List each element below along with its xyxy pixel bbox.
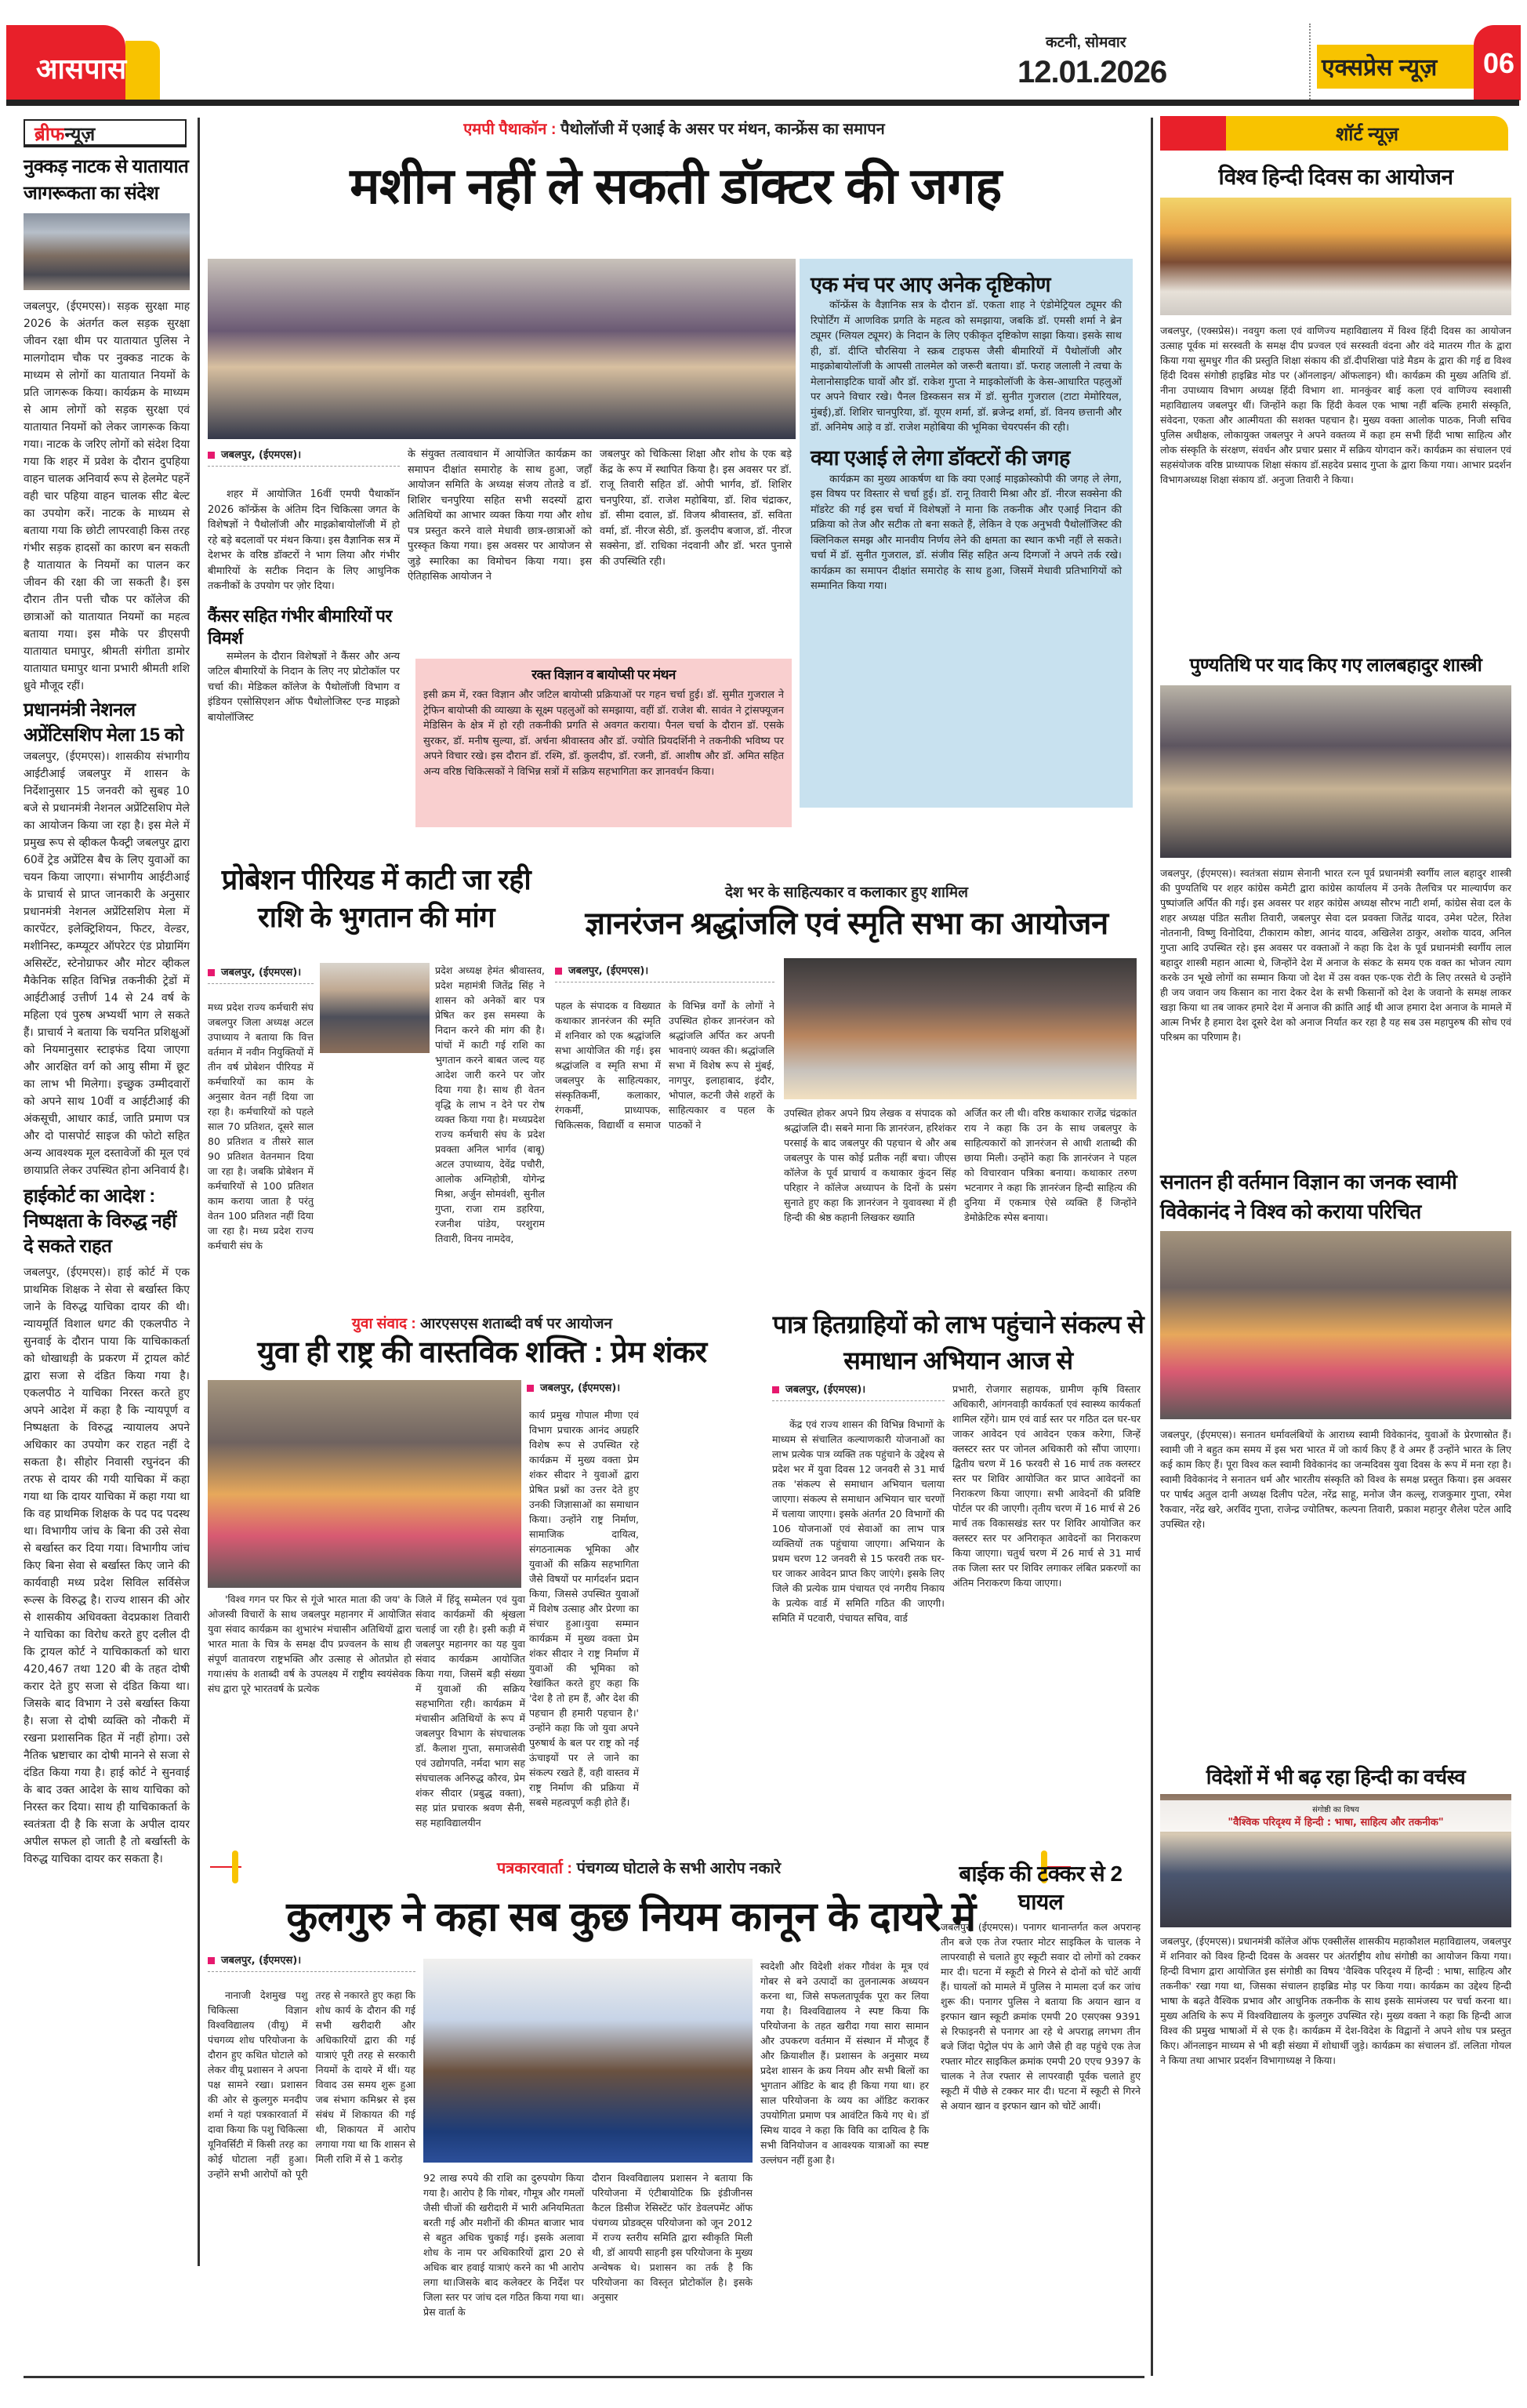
kulguru-dateline xyxy=(208,1952,415,1972)
header-rule xyxy=(6,100,1519,106)
bullet-icon xyxy=(208,969,215,976)
sankalp-dateline xyxy=(772,1382,945,1401)
brief-body: जबलपुर, (ईएमएस)। शासकीय संभागीय आईटीआई जबलपुर में शासन के निर्देशानुसार 15 जनवरी को सुबह 10 बजे से प्रधानमंत्री नेशनल अप्रेंटिसशिप मेले का आयोजन किया जा रहा है। इस मेले में प्रमुख रूप से व्हीकल फैक्ट्री जबलपुर द्वारा 60वें ट्रेड अप्रेंटिस बैच के लिए युवाओं का चयन किया जाएगा। संभागीय आईटीआई के प्राचार्य से प्राप्त जानकारी के अनुसार प्रधानमंत्री नेशनल अप्रेंटिसशिप मेला में कारपेंटर, इलेक्ट्रिशियन, फिटर, वेल्डर, मशीनिस्ट, कम्प्यूटर ऑपरेटर एंड प्रोग्रामिंग असिस्टेंट, स्टेनोग्राफर और मोटर व्हीकल मैकेनिक सहित विभिन्न तकनीकी ट्रेडों में आईटीआई उत्तीर्ण 14 से 24 वर्ष के महिला एवं पुरुष अभ्यर्थी भाग ले सकते हैं। प्राचार्य ने बताया कि चयनित प्रशिक्षुओं को नियमानुसार स्टाइफंड दिया जाएगा और आरक्षित वर्ग को आयु सीमा में छूट का लाभ भी मिलेगा। इच्छुक उम्मीदवारों को अपने साथ 10वीं व आईटीआई की अंकसूची, आधार कार्ड, जाति प्रमाण पत्र और दो पासपोर्ट साइज की फोटो सहित अन्य आवश्यक मूल दस्तावेजों की मूल एवं छायाप्रति लेकर उपस्थित होना अनिवार्य है। xyxy=(24,750,190,1177)
page-number: 06 xyxy=(1483,47,1515,79)
blue-box-heading: एक मंच पर आए अनेक दृष्टिकोण xyxy=(811,273,1051,296)
bottom-rule xyxy=(24,2376,1144,2378)
sankalp-body-1: केंद्र एवं राज्य शासन की विभिन्न विभागों के माध्यम से संचालित कल्याणकारी योजनाओं का लाभ प्रत्येक पात्र व्यक्ति तक पहुंचाने के उद्देश्य से प्रदेश भर में युवा दिवस 12 जनवरी से 31 मार्च तक 'संकल्प से समाधान अभियान चलाया जाएगा। संकल्प से समाधान अभियान चार चरणों में चलाया जाएगा। इसके अंतर्गत 20 विभागों की 106 योजनाओं एवं सेवाओं का लाभ पात्र व्यक्तियों तक पहुंचाया जाएगा। अभियान के प्रथम चरण 12 जनवरी से 15 फरवरी तक घर-घर जाकर आवेदन प्राप्त किए जाएंगे। इसके लिए जिले की प्रत्येक ग्राम पंचायत एवं नगरीय निकाय के प्रत्येक वार्ड में समिति गठित की जाएगी। समिति में पटवारी, पंचायत सचिव, वार्ड xyxy=(772,1418,945,1624)
blue-box-heading-2: क्या एआई ले लेगा डॉक्टरों की जगह xyxy=(811,445,1070,470)
kulguru-column-1 xyxy=(208,1952,415,2181)
short-news-banner-red xyxy=(1160,116,1226,151)
shastri-tribute-photo xyxy=(1160,685,1511,858)
bike-story xyxy=(941,1919,1141,2113)
lead-kicker-label: एमपी पैथाकॉन : xyxy=(463,121,557,138)
column-rule xyxy=(198,118,200,2266)
brief-headline: नुक्कड़ नाटक से यातायात जागरूकता का संदेश xyxy=(24,156,189,204)
kulguru-body-4: स्वदेशी और विदेशी शंकर गौवंश के मूत्र एवं गोबर से बने उत्पादों का तुलनात्मक अध्ययन करना था, जिसे सफलतापूर्वक पूरा कर लिया गया है। विश्वविद्यालय ने स्पष्ट किया कि परियोजना के तहत खरीदा गया सारा सामान और उपकरण वर्तमान में संस्थान में मौजूद हैं और क्रियाशील हैं। प्रशासन के अनुसार मध्य प्रदेश शासन के क्रय नियम और सभी बिलों का भुगतान ऑडिट के बाद ही किया गया था। हर साल परियोजना के व्यय का ऑडिट कराकर उपयोगिता प्रमाण पत्र आवंटित किये गए थे। डॉ स्मिथ यादव ने कहा कि विवि का दायित्व है कि सभी विनियोजन व आवश्यक यात्राओं का स्पष्ट उल्लंघन नहीं हुआ है। xyxy=(760,1960,929,2166)
kicker-bracket-left xyxy=(232,1850,238,1883)
lead-body-1: शहर में आयोजित 16वीं एमपी पैथाकॉन 2026 कॉन्फ्रेंस के अंतिम दिन चिकित्सा जगत के विशेषज्ञों ने पैथोलॉजी और माइक्रोबायोलॉजी में हो रहे बड़े बदलावों पर मंथन किया। इस वैज्ञानिक सत्र में देशभर के वरिष्ठ डॉक्टरों ने भाग लिया और गंभीर बीमारियों के सटीक निदान के लिए आधुनिक तकनीकों के उपयोग पर ज़ोर दिया। xyxy=(208,489,400,592)
lead-subhead-body: सम्मेलन के दौरान विशेषज्ञों ने कैंसर और अन्य जटिल बीमारियों के निदान के लिए नए प्रोटोकॉल पर चर्चा की। मेडिकल कॉलेज के पैथोलॉजी विभाग व इंडियन एसोसिएशन ऑफ पैथोलोजिस्ट एन्ड माइक्रो बायोलॉजिस्ट xyxy=(208,650,400,724)
dateline-text: जबलपुर, (ईएमएस)। xyxy=(785,1384,866,1396)
yuva-column-2 xyxy=(415,1592,525,1830)
kulguru-column-2 xyxy=(423,2170,584,2319)
gyanranjan-body-3: अर्जित कर ली थी। वरिष्ठ कथाकार राजेंद्र चंद्रकांत राय ने कहा कि उन के साथ जबलपुर के साहित्यकारों को ज्ञानरंजन से आधी शताब्दी की छाया मिली। उन्होंने कहा कि ज्ञानरंजन ने पहल को विचारवान पत्रिका बनाया। कथाकार तरुण भटनागर ने कहा कि ज्ञानरंजन हिन्दी साहित्य की दुनिया में एकमात्र ऐसे व्यक्ति हैं जिन्होंने डेमोक्रेटिक स्पेस बनाया। xyxy=(964,1107,1137,1223)
press-conference-photo xyxy=(423,1959,753,2163)
probation-body-1: मध्य प्रदेश राज्य कर्मचारी संघ जबलपुर जिला अध्यक्ष अटल उपाध्याय ने बताया कि वित्त वर्तमान में नवीन नियुक्तियों में तीन वर्ष प्रोबेशन पीरियड में कर्मचारियों का काम के अनुसार वेतन नहीं दिया जा रहा है। कर्मचारियों को पहले साल 70 प्रतिशत, दूसरे साल 80 प्रतिशत व तीसरे साल 90 प्रतिशत वेतनमान दिया जा रहा है। जबकि प्रोबेशन में कर्मचारियों से 100 प्रतिशत काम कराया जाता है परंतु वेतन 100 प्रतिशत नहीं दिया जा रहा है। मध्य प्रदेश राज्य कर्मचारी संघ के xyxy=(208,1001,314,1251)
bullet-icon xyxy=(772,1386,779,1393)
dateline-text: जबलपुर, (ईएमएस)। xyxy=(221,967,302,979)
gyanranjan-body-2: उपस्थित होकर अपने प्रिय लेखक व संपादक को श्रद्धांजलि दी। सबने माना कि ज्ञानरंजन, हरिशंकर परसाई के बाद जबलपुर की पहचान थे और अब जबलपुर के पास कोई प्रतीक नहीं बचा। जीएस कॉलेज के पूर्व प्राचार्य व कथाकार कुंदन सिंह परिहार ने कॉलेज अध्यापन के दिनों के प्रसंग सुनाते हुए कहा कि ज्ञानरंजन ने युवावस्था में ही हिन्दी की श्रेष्ठ कहानी लिखकर ख्याति xyxy=(784,1107,956,1223)
seminar-banner-title: "वैश्विक परिदृश्य में हिन्दी : भाषा, साहित्य और तकनीक" xyxy=(1228,1817,1444,1829)
brief-body: जबलपुर, (ईएमएस)। हाई कोर्ट में एक प्राथमिक शिक्षक ने सेवा से बर्खास्त किए जाने के विरुद्ध याचिका दायर की थी। न्यायमूर्ति विशाल धगट की एकलपीठ ने सुनवाई के दौरान पाया कि याचिकाकर्ता को धोखाधड़ी के प्रकरण में ट्रायल कोर्ट द्वारा सजा से दंडित किया गया है। एकलपीठ ने याचिका निरस्त करते हुए अपने आदेश में कहा है कि न्यायपूर्ण व निष्पक्षता के विरुद्ध न्यायालय अपने अधिकार का उपयोग कर राहत नहीं दे सकता है। सीहोर निवासी रघुनंदन की तरफ से दायर की गयी याचिका में कहा गया था कि दायर याचिका में कहा गया था कि वह प्राथमिक शिक्षक के पद पद पदस्थ था। विभागीय जांच के बिना की उसे सेवा से बर्खास्त कर दिया गया। विभागीय जांच किए बिना सेवा से बर्खास्त किए जाने की कार्यवाही मध्य प्रदेश सिविल सर्विसेज रूल्स के विरुद्ध है। राज्य शासन की ओर से शासकीय अधिवक्ता वेदप्रकाश तिवारी ने याचिका का विरोध करते हुए दलील दी कि ट्रायल कोर्ट ने याचिकाकर्ता को धारा 420,467 तथा 120 बी के तहत दोषी करार देते हुए सजा से दंडित किया था। जिसके बाद विभाग ने उसे बर्खास्त किया है। सजा से दोषी व्यक्ति को नौकरी में रखना प्रशासनिक हित में नहीं होगा। उसे नैतिक भ्रष्टाचार का दोषी मानने से सजा से दंडित किया गया है। हाई कोर्ट ने सुनवाई के बाद उक्त आदेश के साथ याचिका को निरस्त कर दिया। साथ ही याचिकाकर्ता के स्वतंत्रता दी है कि सजा के अपील दायर अपील सफल हो जाती है तो बर्खास्ती के विरुद्ध याचिका दायर कर सकता है। xyxy=(24,1266,190,1865)
kulguru-kicker-label: पत्रकारवार्ता : xyxy=(496,1860,573,1877)
sankalp-headline: पात्र हितग्राहियों को लाभ पहुंचाने संकल्प से समाधान अभियान आज से xyxy=(772,1310,1144,1375)
blue-box-body-2: कार्यक्रम का मुख्य आकर्षण था कि क्या एआई माइक्रोस्कोपी की जगह ले लेगा, इस विषय पर विस्तार से चर्चा हुई। डॉ. रानू तिवारी मिश्रा और डॉ. नीरज सक्सेना की मॉडरेट की गई इस चर्चा में विशेषज्ञों ने माना कि तकनीक और एआई निदान की प्रक्रिया को तेज और सटीक तो बना सकते हैं, लेकिन वे एक अनुभवी पैथोलॉजिस्ट की क्लिनिकल समझ और मानवीय निर्णय लेने की क्षमता का स्थान कभी नहीं ले सकते। चर्चा में डॉ. सुनीत गुजराल, डॉ. संजीव सिंह सहित अन्य दिग्गजों ने अपने तर्क रखे। कार्यक्रम का समापन दीक्षांत समारोह के साथ हुआ, जिसमें मेधावी प्रतिभागियों को सम्मानित किया गया। xyxy=(811,473,1122,592)
yuva-kicker xyxy=(208,1313,756,1333)
seminar-banner-caption: संगोष्ठी का विषय xyxy=(1312,1806,1359,1814)
short-headline: विश्व हिन्दी दिवस का आयोजन xyxy=(1218,165,1453,189)
yuva-kicker-text: आरएसएस शताब्दी वर्ष पर आयोजन xyxy=(419,1316,613,1332)
seminar-banner xyxy=(1160,1800,1511,1832)
yuva-dateline-wrap xyxy=(527,1380,637,1399)
kulguru-headline: कुलगुरु ने कहा सब कुछ नियम कानून के दायरे में xyxy=(286,1894,976,1940)
city-day: कटनी, सोमवार xyxy=(1046,35,1126,51)
lead-column-3 xyxy=(600,447,792,569)
section-title: आसपास xyxy=(36,53,127,85)
short-body: जबलपुर, (ईएमएस)। सनातन धर्मावलंबियों के आराध्य स्वामी विवेकानंद, युवाओं के प्रेरणास्रोत हैं। स्वामी जी ने बहुत कम समय में इस भरा भारत में जो कार्य किए हैं वे अमर हैं उन्होंने भारत के लिए कई काम किए हैं। पूरा विश्व कल स्वामी विवेकानंद का जन्मदिवस युवा दिवस के रूप में मना रहा है। स्वामी विवेकानंद ने सनातन धर्म और भारतीय संस्कृति को विश्व के समक्ष प्रस्तुत किया। इस अवसर पर पार्षद अतुल दानी अध्यक्ष दिलीप पटेल, नरेंद्र साहू, मनोज जैन कल्लू, राजकुमार गुप्ता, रमेश रैकवार, नरेंद्र खरे, अरविंद गुप्ता, राजेन्द्र ज्योतिषर, कल्पना तिवारी, प्रकाश महानुर शैलेश पटेल आदि उपस्थित रहे। xyxy=(1160,1429,1511,1530)
bike-body: जबलपुर, (ईएमएस)। पनागर थानान्तर्गत कल अपरान्ह तीन बजे एक तेज रफ्तार मोटर साइकिल के चालक ने लापरवाही से चलाते हुए स्कूटी सवार दो लोगों को टक्कर मार दी। घटना में स्कूटी से गिरने से दोनों को चोटें आयीं हैं। घायलों को मामले में पुलिस ने मामला दर्ज कर जांच शुरू की। पनागर पुलिस ने बताया कि अयान खान व इरफान खान स्कूटी क्रमांक एमपी 20 एसएक्स 9391 से रिफाइनरी से पनागर आ रहे थे अपराह्न लगभग तीन बजे जिंदा पेट्रोल पंप के आगे जैसे ही वह पहुंचे एक तेज रफ्तार मोटर साइकिल क्रमांक एमपी 20 एएच 9397 के चालक ने तेज रफ्तार से लापरवाही पूर्वक चलाते हुए स्कूटी में पीछे से टक्कर मार दी। घटना में स्कूटी से गिरने से अयान खान व इरफान खान को चोटें आयीं। xyxy=(941,1921,1141,2112)
short-headline: सनातन ही वर्तमान विज्ञान का जनक स्वामी विवेकानंद ने विश्व को कराया परिचित xyxy=(1160,1170,1457,1223)
yuva-kicker-label: युवा संवाद : xyxy=(351,1316,416,1332)
kulguru-column-4 xyxy=(760,1959,929,2167)
short-body: जबलपुर, (ईएमएस)। स्वतंत्रता संग्राम सेनानी भारत रत्न पूर्व प्रधानमंत्री स्वर्गीय लाल बहादुर शास्त्री की पुण्यतिथि पर शहर कांग्रेस कमेटी द्वारा कांग्रेस कार्यालय में उनके तैलचित्र पर माल्यार्पण कर पुष्पांजलि अर्पित की गई। इस अवसर पर शहर कांग्रेस अध्यक्ष सौरभ नाटी शर्मा, कांग्रेस सेवा दल के शहर अध्यक्ष पंडित सतीश तिवारी, जबलपुर सेवा दल प्रवक्ता जितेंद्र यादव, उमेश पटेल, रितेश नोतनानी, विष्णु विनोदिया, टीकाराम कोष्टा, आनंद यादव, अखिलेश ठाकुर, अशोक यादव, अनिल गुप्ता आदि उपस्थित रहे। इस अवसर पर वक्ताओं ने कहा कि देश के पूर्व प्रधानमंत्री स्वर्गीय लाल बहादुर शास्त्री महान आत्मा थे, जिन्होंने देश में अनाज के संकट के समय एक वक्त का भोजन त्याग करके उन भूखे लोगों का सम्मान किया जो देश में उस वक्त एक-एक रोटी के लिए तरसते थे उन्होंने ही जय जवान जय किसान का नारा देकर देश के सभी किसानों को देश के जवानो के समक्ष लाकर खड़ा किया था तब जाकर हमारे देश में अनाज की क्रांति आई थी आज हमारा देश अनाज के मामले में आत्म निर्भर है हमारा देश दूसरे देश को अनाज निर्यात कर रहा है यह सब उस महापुरुष की सोच एवं परिश्रम का परिणाम है। xyxy=(1160,867,1511,1043)
column-rule xyxy=(1151,118,1153,2376)
short-story-hindi-abroad xyxy=(1160,1763,1511,2068)
probation-dateline xyxy=(208,964,314,984)
gyanranjan-column-3 xyxy=(964,1106,1137,1225)
pink-sidebar-box xyxy=(415,659,792,827)
kulguru-body-1: नानाजी देशमुख पशु चिकित्सा विज्ञान विश्वविद्यालय (वीयू) में पंचगव्य शोध परियोजना के दौरान हुए कथित घोटाले को लेकर वीयू प्रशासन ने अपना पक्ष सामने रखा। प्रशासन की ओर से कुलगुरु मनदीप शर्मा ने यहां पत्रकारवार्ता में दावा किया कि पशु चिकित्सा यूनिवर्सिटी में किसी तरह का कोई घोटाला नहीं हुआ। उन्होंने सभी आरोपों को पूरी तरह से नकारते हुए कहा कि शोध कार्य के दौरान की गई सभी खरीदारी और अधिकारियों द्वारा की गई यात्राएं पूरी तरह से सरकारी नियमों के दायरे में थीं। यह विवाद उस समय शुरू हुआ जब संभाग कमिश्नर से इस संबंध में शिकायत की गई थी, शिकायत में आरोप लगाया गया था कि शासन से मिली राशि में से 1 करोड़ xyxy=(208,1989,415,2180)
hindi-day-photo xyxy=(1160,198,1511,315)
brief-headline: हाईकोर्ट का आदेश : निष्पक्षता के विरुद्ध नहीं दे सकते राहत xyxy=(24,1186,176,1257)
blue-sidebar-box xyxy=(800,259,1133,808)
yuva-body-3: कार्य प्रमुख गोपाल मीणा एवं विभाग प्रचारक आनंद अग्रहरि विशेष रूप से उपस्थित रहे कार्यक्रम में मुख्य वक्ता प्रेम शंकर सीदार ने युवाओं द्वारा प्रेषित प्रश्नों का उत्तर देते हुए उनकी जिज्ञासाओं का समाधान किया। उन्होंने राष्ट्र निर्माण, सामाजिक दायित्व, संगठनात्मक भूमिका और युवाओं की सक्रिय सहभागिता जैसे विषयों पर मार्गदर्शन प्रदान किया, जिससे उपस्थित युवाओं में विशेष उत्साह और प्रेरणा का संचार हुआ।युवा सम्मान कार्यक्रम में मुख्य वक्ता प्रेम शंकर सीदार ने राष्ट्र निर्माण में युवाओं की भूमिका को रेखांकित करते हुए कहा कि 'देश है तो हम हैं, और देश की पहचान ही हमारी पहचान है।' उन्होंने कहा कि जो युवा अपने पुरुषार्थ के बल पर राष्ट्र को नई ऊंचाइयों पर ले जाने का संकल्प रखते हैं, वही वास्तव में राष्ट्र निर्माण की प्रक्रिया में सबसे महत्वपूर्ण कड़ी होते हैं। xyxy=(529,1409,639,1808)
yuva-column-3 xyxy=(529,1407,639,1810)
vivekananda-event-photo xyxy=(1160,1231,1511,1419)
lead-subhead-cancer: कैंसर सहित गंभीर बीमारियों पर विमर्श xyxy=(208,605,392,648)
short-body: जबलपुर, (एक्सप्रेस)। नवयुग कला एवं वाणिज्य महाविद्यालय में विश्व हिंदी दिवस का आयोजन उत्साह पूर्वक मां सरस्वती के समक्ष दीप प्रज्वल एवं सरस्वती वंदना और वंदे मातरम गीत के द्वारा किया गया सुमधुर गीत की प्रस्तुति शिक्षा संकाय की डॉ.दीपशिखा पांडे मैडम के द्वारा की गई द्य विश्व हिंदी दिवस संगोष्ठी हाइब्रिड मोड पर (ऑनलाइन/ ऑफलाइन) थी। कार्यक्रम की मुख्य अतिथि डॉ. नीना उपाध्याय विभाग अध्यक्ष हिंदी विभाग शा. मानकुंवर बाई कला एवं वाणिज्य स्वशासी महाविद्यालय जबलपुर थीं। जिन्होंने कहा कि हिंदी केवल एक भाषा नहीं बल्कि हमारी संस्कृति, संवेदना, एकता और आत्मीयता की सशक्त पहचान है। मुख्य वक्ता आलोक पाठक, निजी सचिव पुलिस अधीक्षक, लोकायुक्त जबलपुर ने अपने वक्तव्य में कहा हम सभी हिंदी भाषा साहित्य और लोक संस्कृति के संरक्षण, संवर्धन और प्रचार प्रसार में सक्रिय योगदान करें। कार्यक्रम का संचालन एवं सहसंयोजक वरिष्ठ प्राध्यापक शिक्षा संकाय डॉ.सहदेव प्रसाद गुप्ता के द्वारा किया गया। आभार प्रदर्शन विभागअध्यक्ष शिक्षा संकाय डॉ. अनुजा तिवारी ने किया। xyxy=(1160,325,1511,485)
lead-column-2 xyxy=(408,447,592,585)
probation-column-1 xyxy=(208,964,314,1253)
brief-label-red: ब्रीफ xyxy=(34,124,65,145)
gyanranjan-headline: ज्ञानरंजन श्रद्धांजलि एवं स्मृति सभा का आयोजन xyxy=(585,906,1108,941)
brief-news-label xyxy=(24,119,187,147)
kulguru-body-3: दौरान विश्वविद्यालय प्रशासन ने बताया कि परियोजना में एंटीबायोटिक फ्रि इंडीजीनस कैटल डिसीज रेसिस्टेंट फॉर डेवलपमेंट ऑफ पंचगव्य प्रोडक्ट्स परियोजना को जून 2012 में राज्य स्तरीय समिति द्वारा स्वीकृति मिली थी, डॉ आयपी साहनी इस परियोजना के मुख्य अन्वेषक थे। प्रशासन का तर्क है कि परियोजना का विस्तृत प्रोटोकॉल है। इसके अनुसार xyxy=(592,2172,753,2303)
bullet-icon xyxy=(527,1385,534,1392)
kulguru-column-3 xyxy=(592,2170,753,2304)
dateline-text: जबलपुर, (ईएमएस)। xyxy=(221,1955,302,1967)
lead-kicker-text: पैथोलॉजी में एआई के असर पर मंथन, कान्फ्रेंस का समापन xyxy=(560,121,885,138)
dateline-text: जबलपुर, (ईएमएस)। xyxy=(568,965,649,977)
sankalp-column-2 xyxy=(952,1382,1141,1590)
lead-dateline xyxy=(208,447,400,467)
brief-story xyxy=(24,154,190,1868)
gyanranjan-column-1 xyxy=(555,963,774,1132)
brand-name: एक्सप्रेस न्यूज़ xyxy=(1322,55,1438,81)
yuva-headline: युवा ही राष्ट्र की वास्तविक शक्ति : प्रेम शंकर xyxy=(257,1336,707,1369)
memorial-photo xyxy=(784,958,1137,1099)
portrait-photo xyxy=(320,963,430,1053)
dateline-text: जबलपुर, (ईएमएस)। xyxy=(540,1382,621,1394)
lead-column-1 xyxy=(208,447,400,725)
yuva-body-2: जिले में हिंदू सम्मेलन एवं युवा संवाद कार्यक्रमों की श्रृंखला चलाई जा रही है। इसी कड़ी में जबलपुर महानगर का यह युवा संवाद कार्यक्रम आयोजित किया गया, जिसमें बड़ी संख्या में युवाओं की सक्रिय सहभागिता रही। कार्यक्रम में मंचासीन अतिथियों के रूप में जबलपुर विभाग के संघचालक डॉ. कैलाश गुप्ता, समाजसेवी एवं उद्योगपति, नर्मदा भाग सह संघचालक अनिरुद्ध कौरव, प्रेम शंकर सीदार (प्रबुद्ध वक्ता), सह प्रांत प्रचारक श्रवण सैनी, सह महाविद्यालयीन xyxy=(415,1593,525,1829)
yuva-body-1: 'विश्व गगन पर फिर से गूंजे भारत माता की जय' के ओजस्वी विचारों के साथ जबलपुर महानगर में आयोजित युवा संवाद कार्यक्रम का शुभारंभ मंचासीन अतिथियों द्वारा भारत माता के चित्र के समक्ष दीप प्रज्वलन के साथ ही संपूर्ण वातावरण राष्ट्रभक्ति और उत्साह से ओतप्रोत हो गया।संघ के शताब्दी वर्ष के उपलक्ष्य में राष्ट्रीय स्वयंसेवक संघ द्वारा पूरे भारतवर्ष के प्रत्येक xyxy=(208,1593,412,1694)
short-body: जबलपुर, (ईएमएस)। प्रधानमंत्री कॉलेज ऑफ एक्सीलेंस शासकीय महाकौशल महाविद्यालय, जबलपुर में शनिवार को विश्व हिन्दी दिवस के अवसर पर अंतर्राष्ट्रीय शोध संगोष्ठी का आयोजन किया गया। हिन्दी विभाग द्वारा आयोजित इस संगोष्ठी का विषय 'वैश्विक परिदृश्य में हिन्दी : भाषा, साहित्य और तकनीक' रखा गया था, जिसका संचालन हाइब्रिड मोड़ पर किया गया। कार्यक्रम का उद्देश्य हिन्दी भाषा के बढ़ते वैश्विक प्रभाव और आधुनिक तकनीक के साथ इसके सामंजस्य पर चर्चा करना था। मुख्य अतिथि के रूप में विश्वविद्यालय के कुलगुरु उपस्थित रहे। मुख्य वक्ता ने कहा कि हिन्दी आज विश्व की प्रमुख भाषाओं में से एक है। कार्यक्रम में देश-विदेश के विद्वानों ने अपने शोध पत्र प्रस्तुत किए। ऑनलाइन माध्यम से भी बड़ी संख्या में शोधार्थी जुड़े। कार्यक्रम का संचालन डॉ. ललिता गोयल ने किया तथा आभार प्रदर्शन विभागाध्यक्ष ने किया। xyxy=(1160,1935,1511,2066)
pink-box-body: इसी क्रम में, रक्त विज्ञान और जटिल बायोप्सी प्रक्रियाओं पर गहन चर्चा हुई। डॉ. सुमीत गुजराल ने ट्रेफिन बायोप्सी की व्याख्या के सूक्ष्म पहलुओं को समझाया, वहीं डॉ. राजेश बी. सावंत ने ट्रांसफ्यूजन मेडिसिन के क्षेत्र में हो रही तकनीकी प्रगति से अवगत कराया। पैनल चर्चा के दौरान डॉ. एसके सुरकर, डॉ. मनीष सुल्या, डॉ. अर्चना श्रीवास्तव और डॉ. ज्योति प्रियदर्शिनी ने तकनीकी भविष्य पर अपने विचार रखे। इस दौरान डॉ. रश्मि, डॉ. कुलदीप, डॉ. रजनी, डॉ. आशीष और डॉ. अमित सहित अन्य वरिष्ठ चिकित्सकों ने विभिन्न सत्रों में सक्रिय सहभागिता कर ज्ञानवर्धन किया। xyxy=(423,689,784,778)
header-divider xyxy=(1309,24,1311,102)
brief-label-black: न्यूज़ xyxy=(64,124,96,145)
probation-body-2: प्रदेश अध्यक्ष हेमंत श्रीवास्तव, प्रदेश महामंत्री जितेंद्र सिंह ने शासन को अनेकों बार पत्र प्रेषित कर इस समस्या के निदान करने की मांग की है। पांचों में काटी गई राशि का भुगतान करने बाबत जल्द यह आदेश जारी करने पर जोर दिया गया है। साथ ही वेतन वृद्धि के लाभ न देने पर रोष व्यक्त किया गया है। मध्यप्रदेश राज्य कर्मचारी संघ के प्रदेश प्रवक्ता अनिल भार्गव (बाबू) अटल उपाध्याय, देवेंद्र पचौरी, आलोक अग्निहोत्री, योगेन्द्र मिश्रा, अर्जुन सोमवंशी, सुनील गुप्ता, राजा राम डहरिया, रजनीश पांडेय, परशुराम तिवारी, विनय नामदेव, xyxy=(435,964,545,1244)
yuva-column-1 xyxy=(208,1592,412,1696)
blue-box-body: कॉन्फ्रेंस के वैज्ञानिक सत्र के दौरान डॉ. एकता शाह ने एंडोमेट्रियल ट्यूमर की रिपोर्टिंग में आणविक प्रगति के महत्व को समझाया, जबकि डॉ. एमसी शर्मा ने ब्रेन ट्यूमर (ग्लियल ट्यूमर) के निदान के लिए एकीकृत दृष्टिकोण साझा किया। इसके साथ ही, डॉ. दीप्ति चौरसिया ने स्क्रब टाइफस जैसी बीमारियों में पैथोलॉजी और माइक्रोबायोलॉजी के आपसी तालमेल को जरूरी बताया। डॉ. फराह जलाली ने त्वचा के मेलानोसाइटिक घावों और डॉ. राकेश गुप्ता ने माइकोलॉजी के केस-आधारित पहलुओं पर अपने विचार रखे। पैनल डिस्कसन सत्र में डॉ. सुनीत गुजराल (टाटा मेमोरियल, मुंबई),डॉ. शिशिर चानपुरिया, डॉ. यूएम शर्मा, डॉ. ब्रजेन्द्र शर्मा, डॉ. विनय छत्तानी और डॉ. अनिमेष आड़े व डॉ. राजेश महोबिया की भूमिका चेयरपर्सन की रही। xyxy=(811,300,1122,434)
dateline-text: जबलपुर, (ईएमएस)। xyxy=(221,449,302,461)
short-story-shastri xyxy=(1160,651,1511,1044)
sankalp-column-1 xyxy=(772,1382,945,1625)
section-banner-accent xyxy=(125,41,160,100)
bullet-icon xyxy=(208,1957,215,1964)
seminar-photo xyxy=(1160,1794,1511,1927)
short-news-label: शॉर्ट न्यूज़ xyxy=(1335,124,1399,145)
sankalp-body-2: प्रभारी, रोजगार सहायक, ग्रामीण कृषि विस्तार अधिकारी, आंगनवाड़ी कार्यकर्ता एवं स्वास्थ्य कार्यकर्ता शामिल रहेंगे। ग्राम एवं वार्ड स्तर पर गठित दल घर-घर जाकर आवेदन एवं आवेदन एकत्र करेगा, जिन्हें क्लस्टर स्तर पर जोनल अधिकारी को सौंपा जाएगा। द्वितीय चरण में 16 फरवरी से 16 मार्च तक क्लस्टर स्तर पर शिविर आयोजित कर प्राप्त आवेदनों का निराकरण किया जाएगा। सभी आवेदनों की प्रविष्टि पोर्टल पर की जाएगी। तृतीय चरण में 16 मार्च से 26 मार्च तक विकासखंड स्तर पर शिविर आयोजित कर क्लस्टर स्तर पर अनिराकृत आवेदनों का निराकरण किया जाएगा। चतुर्थ चरण में 26 मार्च से 31 मार्च तक जिला स्तर पर शिविर लगाकर लंबित प्रकरणों का अंतिम निराकरण किया जाएगा। xyxy=(952,1383,1141,1589)
probation-headline: प्रोबेशन पीरियड में काटी जा रही राशि के भुगतान की मांग xyxy=(221,863,531,933)
lead-body-2: के संयुक्त तत्वावधान में आयोजित कार्यक्रम का समापन दीक्षांत समारोह के साथ हुआ, जहाँ आयोजन समिति के अध्यक्ष संजय तोतडे व डॉ. शिशिर चनपुरिया सहित सभी सदस्यों द्वारा अतिथियों का आभार व्यक्त किया गया और शोध पत्र प्रस्तुत करने वाले मेधावी छात्र-छात्राओं को पुरस्कृत किया गया। इस अवसर पर आयोजन से जुड़े स्मारिका का विमोचन किया गया। इस ऐतिहासिक आयोजन ने xyxy=(408,449,592,583)
kulguru-body-2: 92 लाख रुपये की राशि का दुरुपयोग किया गया है। आरोप है कि गोबर, गौमूत्र और गमलों जैसी चीजों की खरीदारी में भारी अनियमितता बरती गई और मशीनों की कीमत बाजार भाव से बहुत अधिक चुकाई गई। इसके अलावा शोध के नाम पर अधिकारियों द्वारा 20 से अधिक बार हवाई यात्राएं करने का भी आरोप लगा था।जिसके बाद कलेक्टर के निर्देश पर जिला स्तर पर जांच दल गठित किया गया था। प्रेस वार्ता के xyxy=(423,2172,584,2318)
yuva-dateline xyxy=(527,1380,637,1399)
brief-headline: प्रधानमंत्री नेशनल अप्रेंटिसशिप मेला 15 को xyxy=(24,699,183,746)
bike-headline: बाईक की टक्कर से 2 घायल xyxy=(959,1861,1123,1914)
kulguru-kicker-text: पंचगव्य घोटाले के सभी आरोप नकारे xyxy=(576,1860,782,1877)
probation-column-2 xyxy=(435,963,545,1246)
brief-body: जबलपुर, (ईएमएस)। सड़क सुरक्षा माह 2026 के अंतर्गत कल सड़क सुरक्षा जीवन रक्षा थीम पर यातायात पुलिस ने मालगोदाम चौक पर नुक्कड नाटक के माध्यम से लोगों का यातायात नियमों के प्रति जागरूक किया। कार्यक्रम के माध्यम से आम लोगों को सड़क सुरक्षा एवं यातायात नियमों को लेकर जागरूक किया गया। नाटक के जरिए लोगों को संदेश दिया गया कि शहर में प्रवेश के दौरान दुपहिया वाहन चालक अनिवार्य रूप से हेलमेट पहनें वही चार पहिया वाहन चालक सीट बेल्ट का उपयोग करें। नाटक के माध्यम से बताया गया कि छोटी लापरवाही किस तरह गंभीर सड़क हादसों का कारण बन सकती है यातायात के नियमों का पालन कर जीवन की रक्षा की जा सकती है। इस दौरान तीन पत्ती चौक पर कॉलेज की छात्राओं को यातायात नियमों का महत्व बताया गया। इस मौके पर डीएसपी यातायात घमापुर, श्रीमती संगीता डामोर यातायात घमापुर थाना प्रभारी श्रीमती शशि ध्रुवे मौजूद रहीं। xyxy=(24,300,190,692)
bullet-icon xyxy=(208,452,215,459)
edition-date: 12.01.2026 xyxy=(1017,55,1167,89)
lead-body-3: जबलपुर को चिकित्सा शिक्षा और शोध के एक बड़े केंद्र के रूप में स्थापित किया है। इस अवसर पर डॉ. राजू तिवारी सहित डॉ. ओपी भार्गव, डॉ. शिशिर चनपुरिया, डॉ. राजेश महोबिया, डॉ. शिव चंद्राकर, डॉ. सीमा दवाल, डॉ. विजय श्रीवास्तव, डॉ. सविता वर्मा, डॉ. नीरज सेठी, डॉ. कुलदीप बजाज, डॉ. नीरज सक्सेना, डॉ. राधिका नंदवानी और डॉ. भरत पुनासे की उपस्थिति रही। xyxy=(600,449,792,568)
short-story-hindi-day xyxy=(1160,162,1511,487)
traffic-awareness-photo xyxy=(24,213,190,290)
short-headline: पुण्यतिथि पर याद किए गए लालबहादुर शास्त्री xyxy=(1189,655,1482,676)
short-story-vivekananda xyxy=(1160,1167,1511,1531)
gyanranjan-kicker: देश भर के साहित्यकार व कलाकार हुए शामिल xyxy=(724,884,969,901)
kulguru-kicker xyxy=(243,1857,1035,1878)
lead-headline: मशीन नहीं ले सकती डॉक्टर की जगह xyxy=(350,158,1002,214)
gyanranjan-dateline xyxy=(555,963,774,982)
bullet-icon xyxy=(555,968,562,975)
gyanranjan-body-1: पहल के संपादक व विख्यात कथाकार ज्ञानरंजन की स्मृति में शनिवार को एक श्रद्धांजलि सभा आयोजित की गई। इस श्रद्धांजलि व स्मृति सभा में जबलपुर के साहित्यकार, संस्कृतिकर्मी, कलाकार, रंगकर्मी, प्राध्यापक, चिकित्सक, विद्यार्थी व समाज के विभिन्न वर्गों के लोगों ने उपस्थित होकर ज्ञानरंजन को श्रद्धांजलि अर्पित कर अपनी भावनाएं व्यक्त की। श्रद्धांजलि सभा में विशेष रूप से मुंबई, नागपुर, इलाहाबाद, इंदौर, भोपाल, कटनी जैसे शहरों के साहित्यकार व पहल के पाठकों ने xyxy=(555,1000,774,1131)
conference-photo xyxy=(208,259,796,439)
pink-box-heading: रक्त विज्ञान व बायोप्सी पर मंथन xyxy=(531,667,676,682)
gyanranjan-column-2 xyxy=(784,1106,956,1225)
lead-kicker xyxy=(204,118,1144,139)
short-headline: विदेशों में भी बढ़ रहा हिन्दी का वर्चस्व xyxy=(1206,1765,1466,1789)
youth-event-photo xyxy=(208,1380,521,1588)
